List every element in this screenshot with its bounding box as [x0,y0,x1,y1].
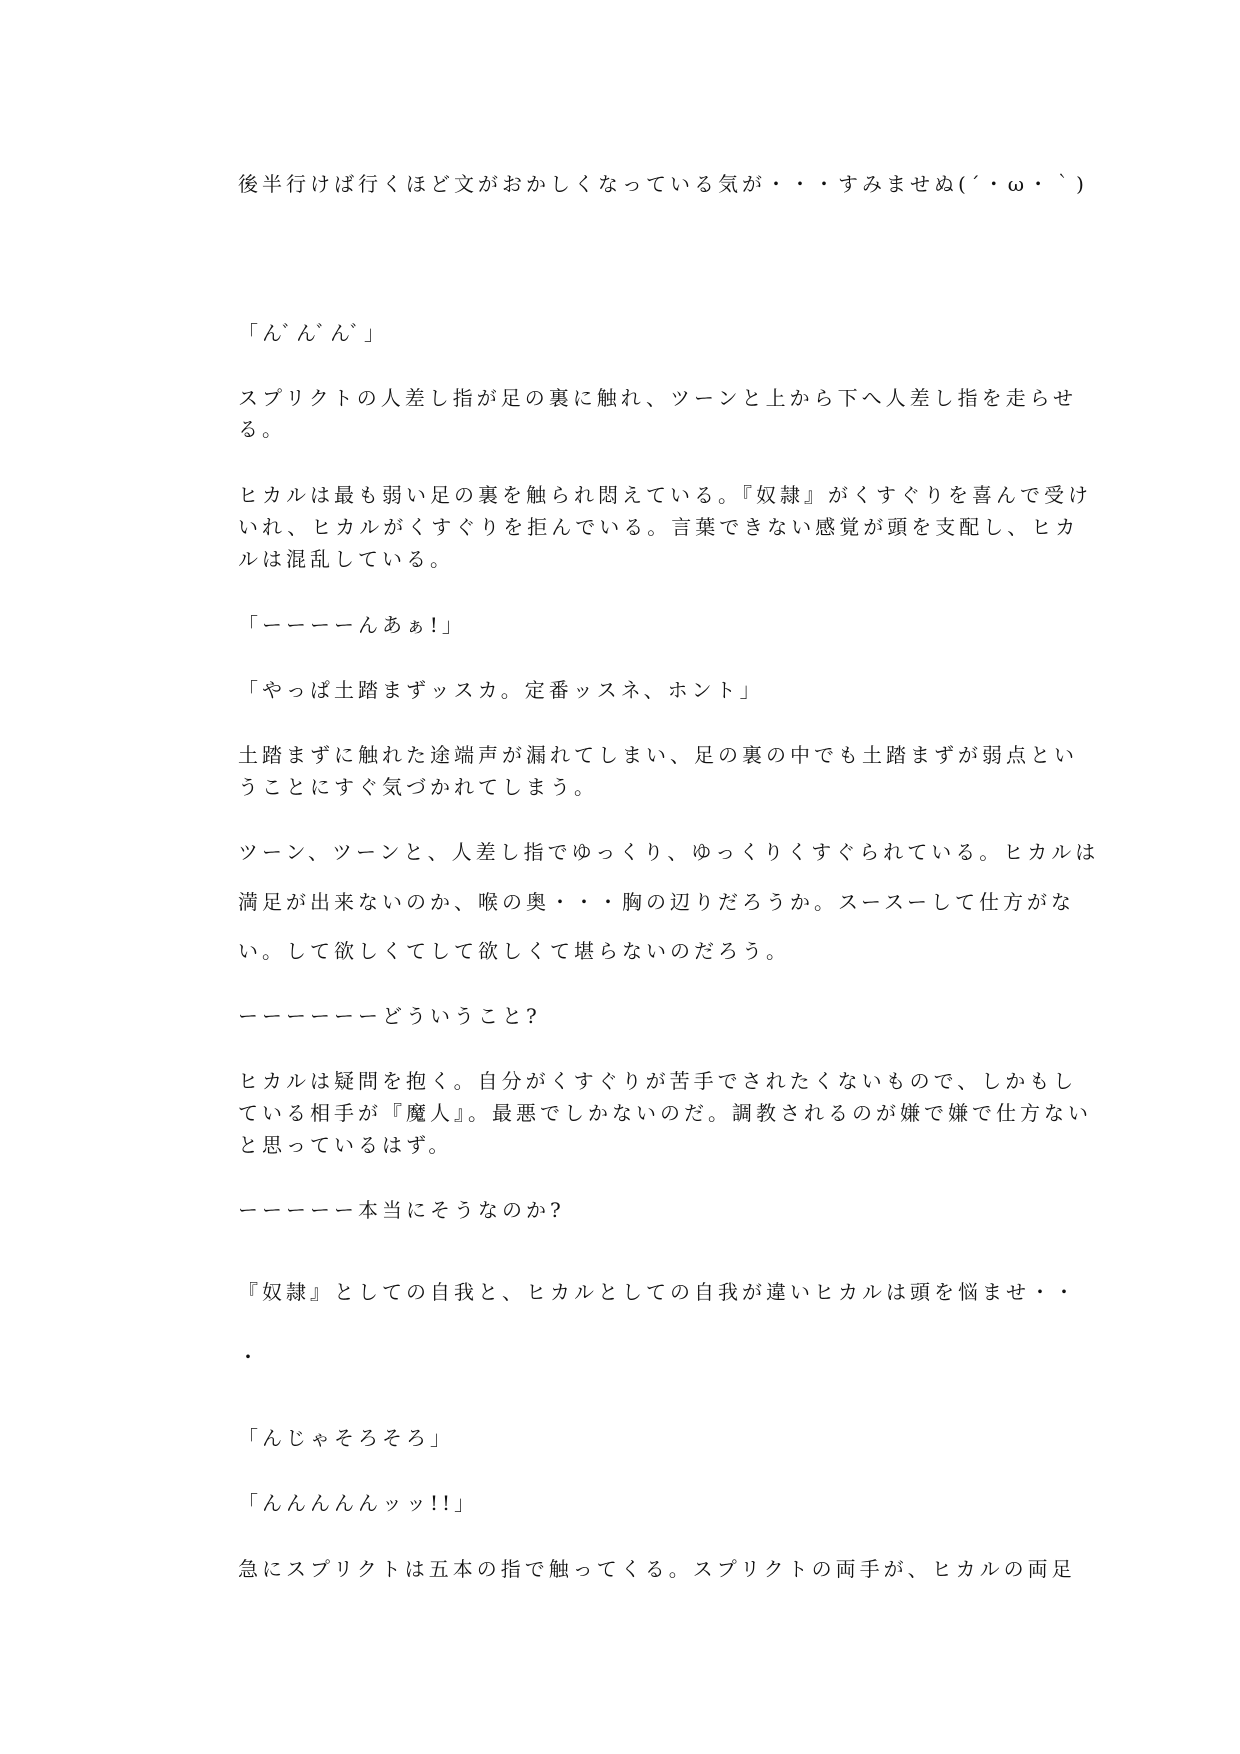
text-line: る。 [238,417,286,441]
text-line: ヒカルは最も弱い足の裏を触られ悶えている。『奴隷』がくすぐりを喜んで受け [238,483,1092,507]
text-line: ーーーーー本当にそうなのか? [238,1198,565,1222]
text-line: 『奴隷』としての自我と、ヒカルとしての自我が違いヒカルは頭を悩ませ・・ [238,1280,1078,1304]
text-line: うことにすぐ気づかれてしまう。 [238,775,598,799]
text-line: 「んﾞんﾞんﾞ」 [238,321,388,345]
text-line: ている相手が『魔人』。最悪でしかないのだ。調教されるのが嫌で嫌で仕方ない [238,1101,1092,1125]
text-line: ツーン、ツーンと、人差し指でゆっくり、ゆっくりくすぐられている。ヒカルは [238,840,1100,864]
text-line: いれ、ヒカルがくすぐりを拒んでいる。言葉できない感覚が頭を支配し、ヒカ [238,515,1080,539]
text-line: スプリクトの人差し指が足の裏に触れ、ツーンと上から下へ人差し指を走らせ [238,386,1077,410]
text-line: 満足が出来ないのか、喉の奥・・・胸の辺りだろうか。スースーして仕方がな [238,890,1075,914]
text-line: と思っているはず。 [238,1133,453,1157]
text-line: 「んじゃそろそろ」 [238,1426,454,1450]
text-line: 急にスプリクトは五本の指で触ってくる。スプリクトの両手が、ヒカルの両足 [238,1557,1076,1581]
text-line: い。して欲しくてして欲しくて堪らないのだろう。 [238,939,790,963]
text-line: ルは混乱している。 [238,547,454,571]
text-line: 「ーーーーんあぁ!」 [238,613,466,637]
text-line: ーーーーーーどういうこと? [238,1004,541,1028]
text-line: 後半行けば行くほど文がおかしくなっている気が・・・すみませぬ(´・ω・｀) [238,172,1088,196]
text-line: ヒカルは疑問を抱く。自分がくすぐりが苦手でされたくないもので、しかもし [238,1069,1078,1093]
text-line: 「んんんんんッッ!!」 [238,1491,479,1515]
text-line: ・ [238,1345,262,1369]
text-line: 「やっぱ土踏まずッスカ。定番ッスネ、ホント」 [238,678,764,702]
text-line: 土踏まずに触れた途端声が漏れてしまい、足の裏の中でも土踏まずが弱点とい [238,743,1078,767]
